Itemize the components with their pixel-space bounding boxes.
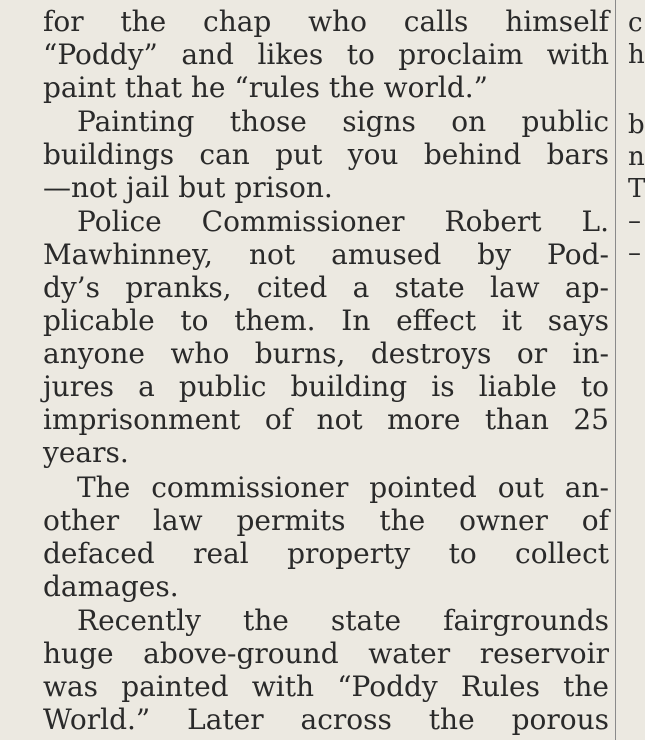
text-line: years. <box>43 436 129 469</box>
text-line: paint that he “rules the world.” <box>43 71 488 104</box>
next-column-fragment: – <box>628 238 641 268</box>
next-column-fragment: n <box>628 142 645 172</box>
text-line: huge above-ground water reservoir <box>43 637 609 670</box>
text-line: for the chap who calls himself <box>43 5 609 38</box>
text-line: “Poddy” and likes to proclaim with <box>43 38 609 71</box>
text-line: other law permits the owner of <box>43 504 609 537</box>
text-line: defaced real property to collect <box>43 537 609 570</box>
next-column-fragment: c <box>628 8 643 38</box>
text-line: —not jail but prison. <box>43 171 333 204</box>
text-line: World.” Later across the porous <box>43 703 609 736</box>
text-line: Mawhinney, not amused by Pod- <box>43 238 609 271</box>
next-column-fragment: T <box>628 174 645 204</box>
text-line: buildings can put you behind bars <box>43 138 609 171</box>
text-line: imprisonment of not more than 25 <box>43 403 609 436</box>
text-line: plicable to them. In effect it says <box>43 304 609 337</box>
text-line: damages. <box>43 570 179 603</box>
text-line: anyone who burns, destroys or in- <box>43 337 609 370</box>
text-line: dy’s pranks, cited a state law ap- <box>43 271 609 304</box>
text-line: Police Commissioner Robert L. <box>77 205 609 238</box>
text-line: jures a public building is liable to <box>43 370 609 403</box>
next-column-fragment: b <box>628 110 645 140</box>
text-line: The commissioner pointed out an- <box>77 471 609 504</box>
text-line: Painting those signs on public <box>77 105 609 138</box>
column-rule <box>615 0 616 740</box>
next-column-fragment: h <box>628 40 645 70</box>
text-line: Recently the state fairgrounds <box>77 604 609 637</box>
next-column-fragment: – <box>628 206 641 236</box>
text-line: was painted with “Poddy Rules the <box>43 670 609 703</box>
